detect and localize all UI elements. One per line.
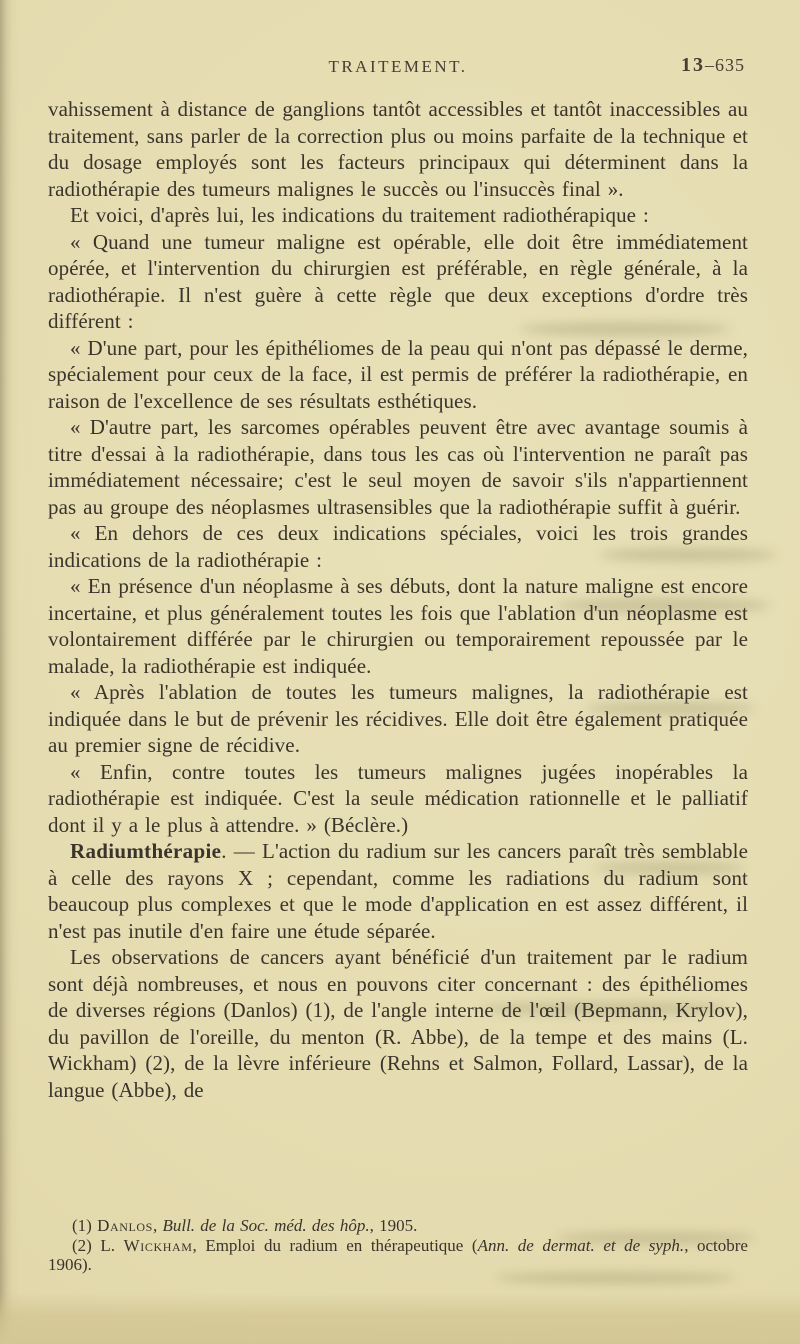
- paragraph: Les observations de cancers ayant bénéficié d'un traitement par le radium sont déjà nombreuses, et nous en pouvons citer concernant : des épithéliomes de diverses régions (Danlos) (1), de l'angle interne de l'œil (Bepmann, Krylov), du pavillon de l'oreille, du menton (R. Abbe), de la tempe et des mains (L. Wickham) (2), de la lèvre inférieure (Rehns et Salmon, Follard, Lassar), de la langue (Abbe), de: [48, 945, 748, 1102]
- page-number: [681, 54, 745, 77]
- paragraph-continuation: vahissement à distance de ganglions tantôt accessibles et tantôt inaccessibles au traitement, sans parler de la correction plus ou moins parfaite de la technique et du dosage employés sont les facteurs principaux qui déterminent dans la radiothérapie des tumeurs malignes le succès ou l'insuccès final ».: [48, 97, 748, 201]
- page-gutter-shadow: [0, 0, 20, 1344]
- radium-heading: Radiumthérapie: [70, 839, 222, 863]
- paragraph-radiumtherapie: [48, 838, 748, 944]
- paragraph: « Après l'ablation de toutes les tumeurs malignes, la radiothérapie est indiquée dans le but de prévenir les récidives. Elle doit être également pratiquée au premier signe de récidive.: [48, 680, 748, 757]
- footnote-text: , Emploi du radium en thérapeutique (: [192, 1235, 478, 1255]
- paragraph-text: . — L'action du radium sur les cancers paraît très semblable à celle des rayons X ; cependant, comme les radiations du radium sont beaucoup plus complexes et que le mode d'application en est assez différent, il n'est pas inutile d'en faire une étude séparée.: [48, 839, 748, 943]
- footnote-author-initial: L.: [100, 1235, 124, 1255]
- footnote-author: Danlos: [97, 1216, 153, 1235]
- footnote-text: , 1905.: [369, 1216, 418, 1235]
- footnote-text: , octobre 1906).: [48, 1235, 748, 1274]
- footnote-journal: Bull. de la Soc. méd. des hôp.: [162, 1216, 370, 1235]
- paragraph: « En présence d'un néoplasme à ses débuts, dont la nature maligne est encore incertaine, et plus généralement toutes les fois que l'ablation d'un néoplasme est volontairement différée par le chirurgien ou temporairement repoussée par le malade, la radiothérapie est indiquée.: [48, 574, 748, 678]
- footnote-text: ,: [152, 1216, 163, 1235]
- paragraph: « Enfin, contre toutes les tumeurs malignes jugées inopérables la radiothérapie est indiquée. C'est la seule médication rationnelle et le palliatif dont il y a le plus à attendre. » (Béclère.): [48, 759, 748, 837]
- paragraph: Et voici, d'après lui, les indications du traitement radiothérapique :: [70, 203, 649, 227]
- paragraph: « D'une part, pour les épithéliomes de la peau qui n'ont pas dépassé le derme, spécialement pour ceux de la face, il est permis de préférer la radiothérapie, en raison de l'excellence de ses résultats esthétiques.: [48, 335, 748, 413]
- body-text: [48, 96, 748, 1103]
- footnote-1: [48, 1216, 748, 1236]
- footnote-author: Wickham: [123, 1235, 193, 1255]
- paragraph: « D'autre part, les sarcomes opérables peuvent être avec avantage soumis à titre d'essai à la radiothérapie, dans tous les cas où l'intervention ne paraît pas immédiatement nécessaire; c'est le seul moyen de savoir s'ils n'appartiennent pas au groupe des néoplasmes ultrasensibles que la radiothérapie suffit à guérir.: [48, 415, 748, 519]
- footnote-2: [48, 1236, 748, 1275]
- footnotes: [48, 1216, 748, 1275]
- page-number-bold: 13: [681, 54, 705, 76]
- running-title: TRAITEMENT.: [328, 57, 468, 76]
- footnote-number: (2): [72, 1235, 101, 1255]
- page-number-rest: –635: [705, 55, 745, 75]
- paragraph: « Quand une tumeur maligne est opérable, elle doit être immédiatement opérée, et l'intervention du chirurgien est préférable, en règle générale, à la radiothérapie. Il n'est guère à cette règle que deux exceptions d'ordre très différent :: [48, 229, 748, 333]
- footnote-number: (1): [72, 1216, 98, 1235]
- footnote-journal: Ann. de dermat. et de syph.: [477, 1235, 685, 1255]
- page-bottom-shadow: [0, 1292, 800, 1344]
- paragraph: « En dehors de ces deux indications spéciales, voici les trois grandes indications de la radiothérapie :: [48, 521, 748, 572]
